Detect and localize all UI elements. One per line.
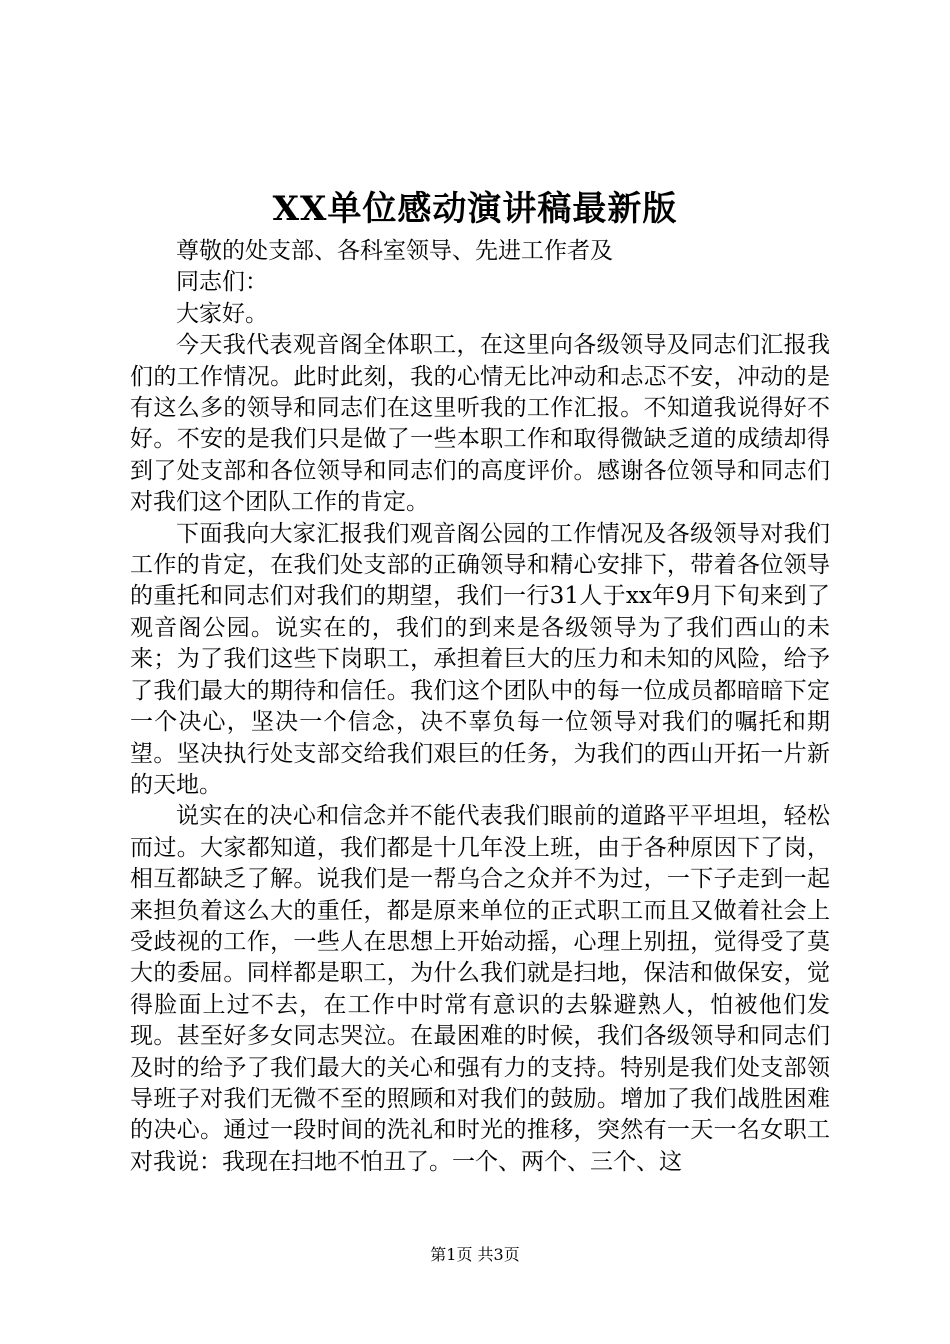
body-paragraph: 说实在的决心和信念并不能代表我们眼前的道路平平坦坦，轻松而过。大家都知道，我们都是十几年没上班，由于各种原因下了岗，相互都缺乏了解。说我们是一帮乌合之众并不为过，一下子走到一起来担负着这么大的重任，都是原来单位的正式职工而且又做着社会上受歧视的工作，一些人在思想上开始动摇，心理上别扭，觉得受了莫大的委屈。同样都是职工，为什么我们就是扫地，保洁和做保安，觉得脸面上过不去，在工作中时常有意识的去躲避熟人，怕被他们发现。甚至好多女同志哭泣。在最困难的时候，我们各级领导和同志们及时的给予了我们最大的关心和强有力的支持。特别是我们处支部领导班子对我们无微不至的照顾和对我们的鼓励。增加了我们战胜困难的决心。通过一段时间的洗礼和时光的推移，突然有一天一名女职工对我说：我现在扫地不怕丑了。一个、两个、三个、这: [130, 803, 830, 1175]
document-title: XX单位感动演讲稿最新版: [272, 189, 678, 229]
body-paragraph: 下面我向大家汇报我们观音阁公园的工作情况及各级领导对我们工作的肯定，在我们处支部的正确领导和精心安排下，带着各位领导的重托和同志们对我们的期望，我们一行31人于xx年9月下旬来到了观音阁公园。说实在的，我们的到来是各级领导为了我们西山的未来；为了我们这些下岗职工，承担着巨大的压力和未知的风险，给予了我们最大的期待和信任。我们这个团队中的每一位成员都暗暗下定一个决心，坚决一个信念，决不辜负每一位领导对我们的嘱托和期望。坚决执行处支部交给我们艰巨的任务，为我们的西山开拓一片新的天地。: [130, 520, 830, 798]
body-paragraph: 今天我代表观音阁全体职工，在这里向各级领导及同志们汇报我们的工作情况。此时此刻，我的心情无比冲动和忐忑不安，冲动的是有这么多的领导和同志们在这里听我的工作汇报。不知道我说得好不好。不安的是我们只是做了一些本职工作和取得微缺乏道的成绩却得到了处支部和各位领导和同志们的高度评价。感谢各位领导和同志们对我们这个团队工作的肯定。: [130, 332, 830, 516]
salutation-line-2: 同志们：: [176, 269, 268, 296]
greeting-line: 大家好。: [176, 300, 268, 327]
page-footer: 第1页 共3页: [430, 1245, 520, 1264]
document-body: [130, 236, 830, 1178]
salutation-line-1: 尊敬的处支部、各科室领导、先进工作者及: [176, 238, 613, 264]
